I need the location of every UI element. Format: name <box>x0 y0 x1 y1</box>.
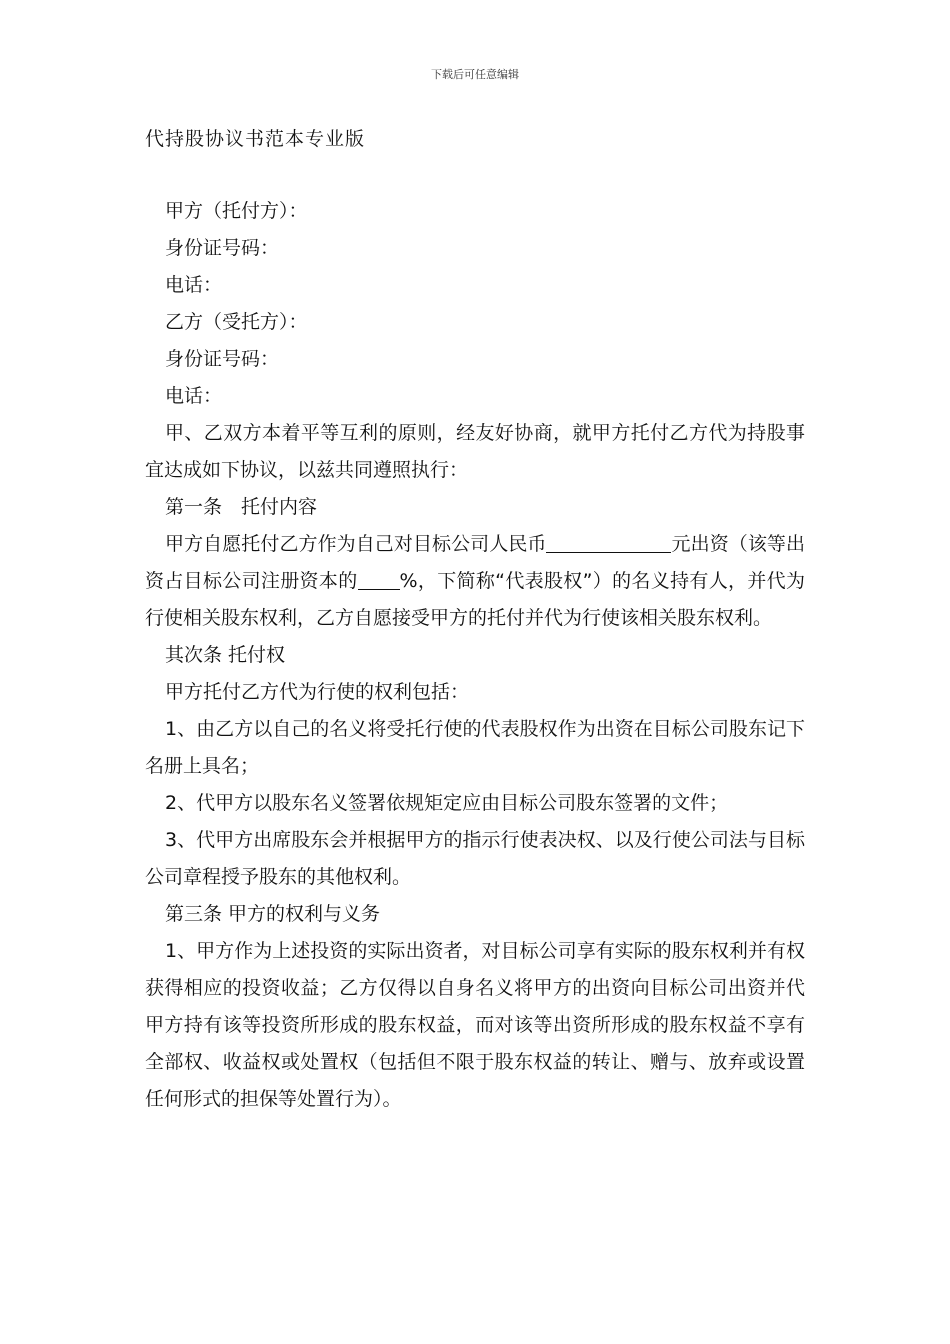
article-1-text-c: %，下简称“代表股权”）的名义持有人，并代为行使相关股东权利，乙方自愿接受甲方的托付并代为行使该相关股东权利。 <box>145 570 805 629</box>
intro-paragraph: 甲、乙双方本着平等互利的原则，经友好协商，就甲方托付乙方代为持股事宜达成如下协议，以兹共同遵照执行： <box>145 422 805 481</box>
article-2-title: 其次条 托付权 <box>165 644 286 666</box>
party-a-line: 甲方（托付方）： <box>165 200 308 222</box>
party-a-id-line: 身份证号码： <box>165 237 280 259</box>
party-b-phone-line: 电话： <box>165 385 223 407</box>
article-2-item-2: 2、代甲方以股东名义签署依规矩定应由目标公司股东签署的文件； <box>165 792 729 814</box>
article-2-item-1: 1、由乙方以自己的名义将受托行使的代表股权作为出资在目标公司股东记下名册上具名； <box>145 718 805 777</box>
document-title: 代持股协议书范本专业版 <box>145 128 366 150</box>
document-body <box>145 193 805 1118</box>
party-b-line: 乙方（受托方）： <box>165 311 308 333</box>
party-b-id-line: 身份证号码： <box>165 348 280 370</box>
article-1-paragraph <box>145 526 805 637</box>
percent-blank <box>358 570 400 590</box>
article-2-item-3: 3、代甲方出席股东会并根据甲方的指示行使表决权、以及行使公司法与目标公司章程授予股东的其他权利。 <box>145 829 805 888</box>
article-3-item-1: 1、甲方作为上述投资的实际出资者，对目标公司享有实际的股东权利并有权获得相应的投资收益；乙方仅得以自身名义将甲方的出资向目标公司出资并代甲方持有该等投资所形成的股东权益，而对该等出资所形成的股东权益不享有全部权、收益权或处置权（包括但不限于股东权益的转让、赠与、放弃或设置任何形式的担保等处置行为）。 <box>145 940 805 1110</box>
article-1-text-b: 元出资（该等出资占目标公司注册资本的 <box>145 533 805 592</box>
article-1-text-a: 甲方自愿托付乙方作为自己对目标公司人民币 <box>165 533 547 555</box>
amount-blank <box>546 533 671 553</box>
article-2-intro: 甲方托付乙方代为行使的权利包括： <box>165 681 470 703</box>
article-1-title: 第一条 托付内容 <box>165 496 318 518</box>
party-a-phone-line: 电话： <box>165 274 223 296</box>
article-3-title: 第三条 甲方的权利与义务 <box>165 903 381 925</box>
page-header: 下载后可任意编辑 <box>431 68 519 81</box>
